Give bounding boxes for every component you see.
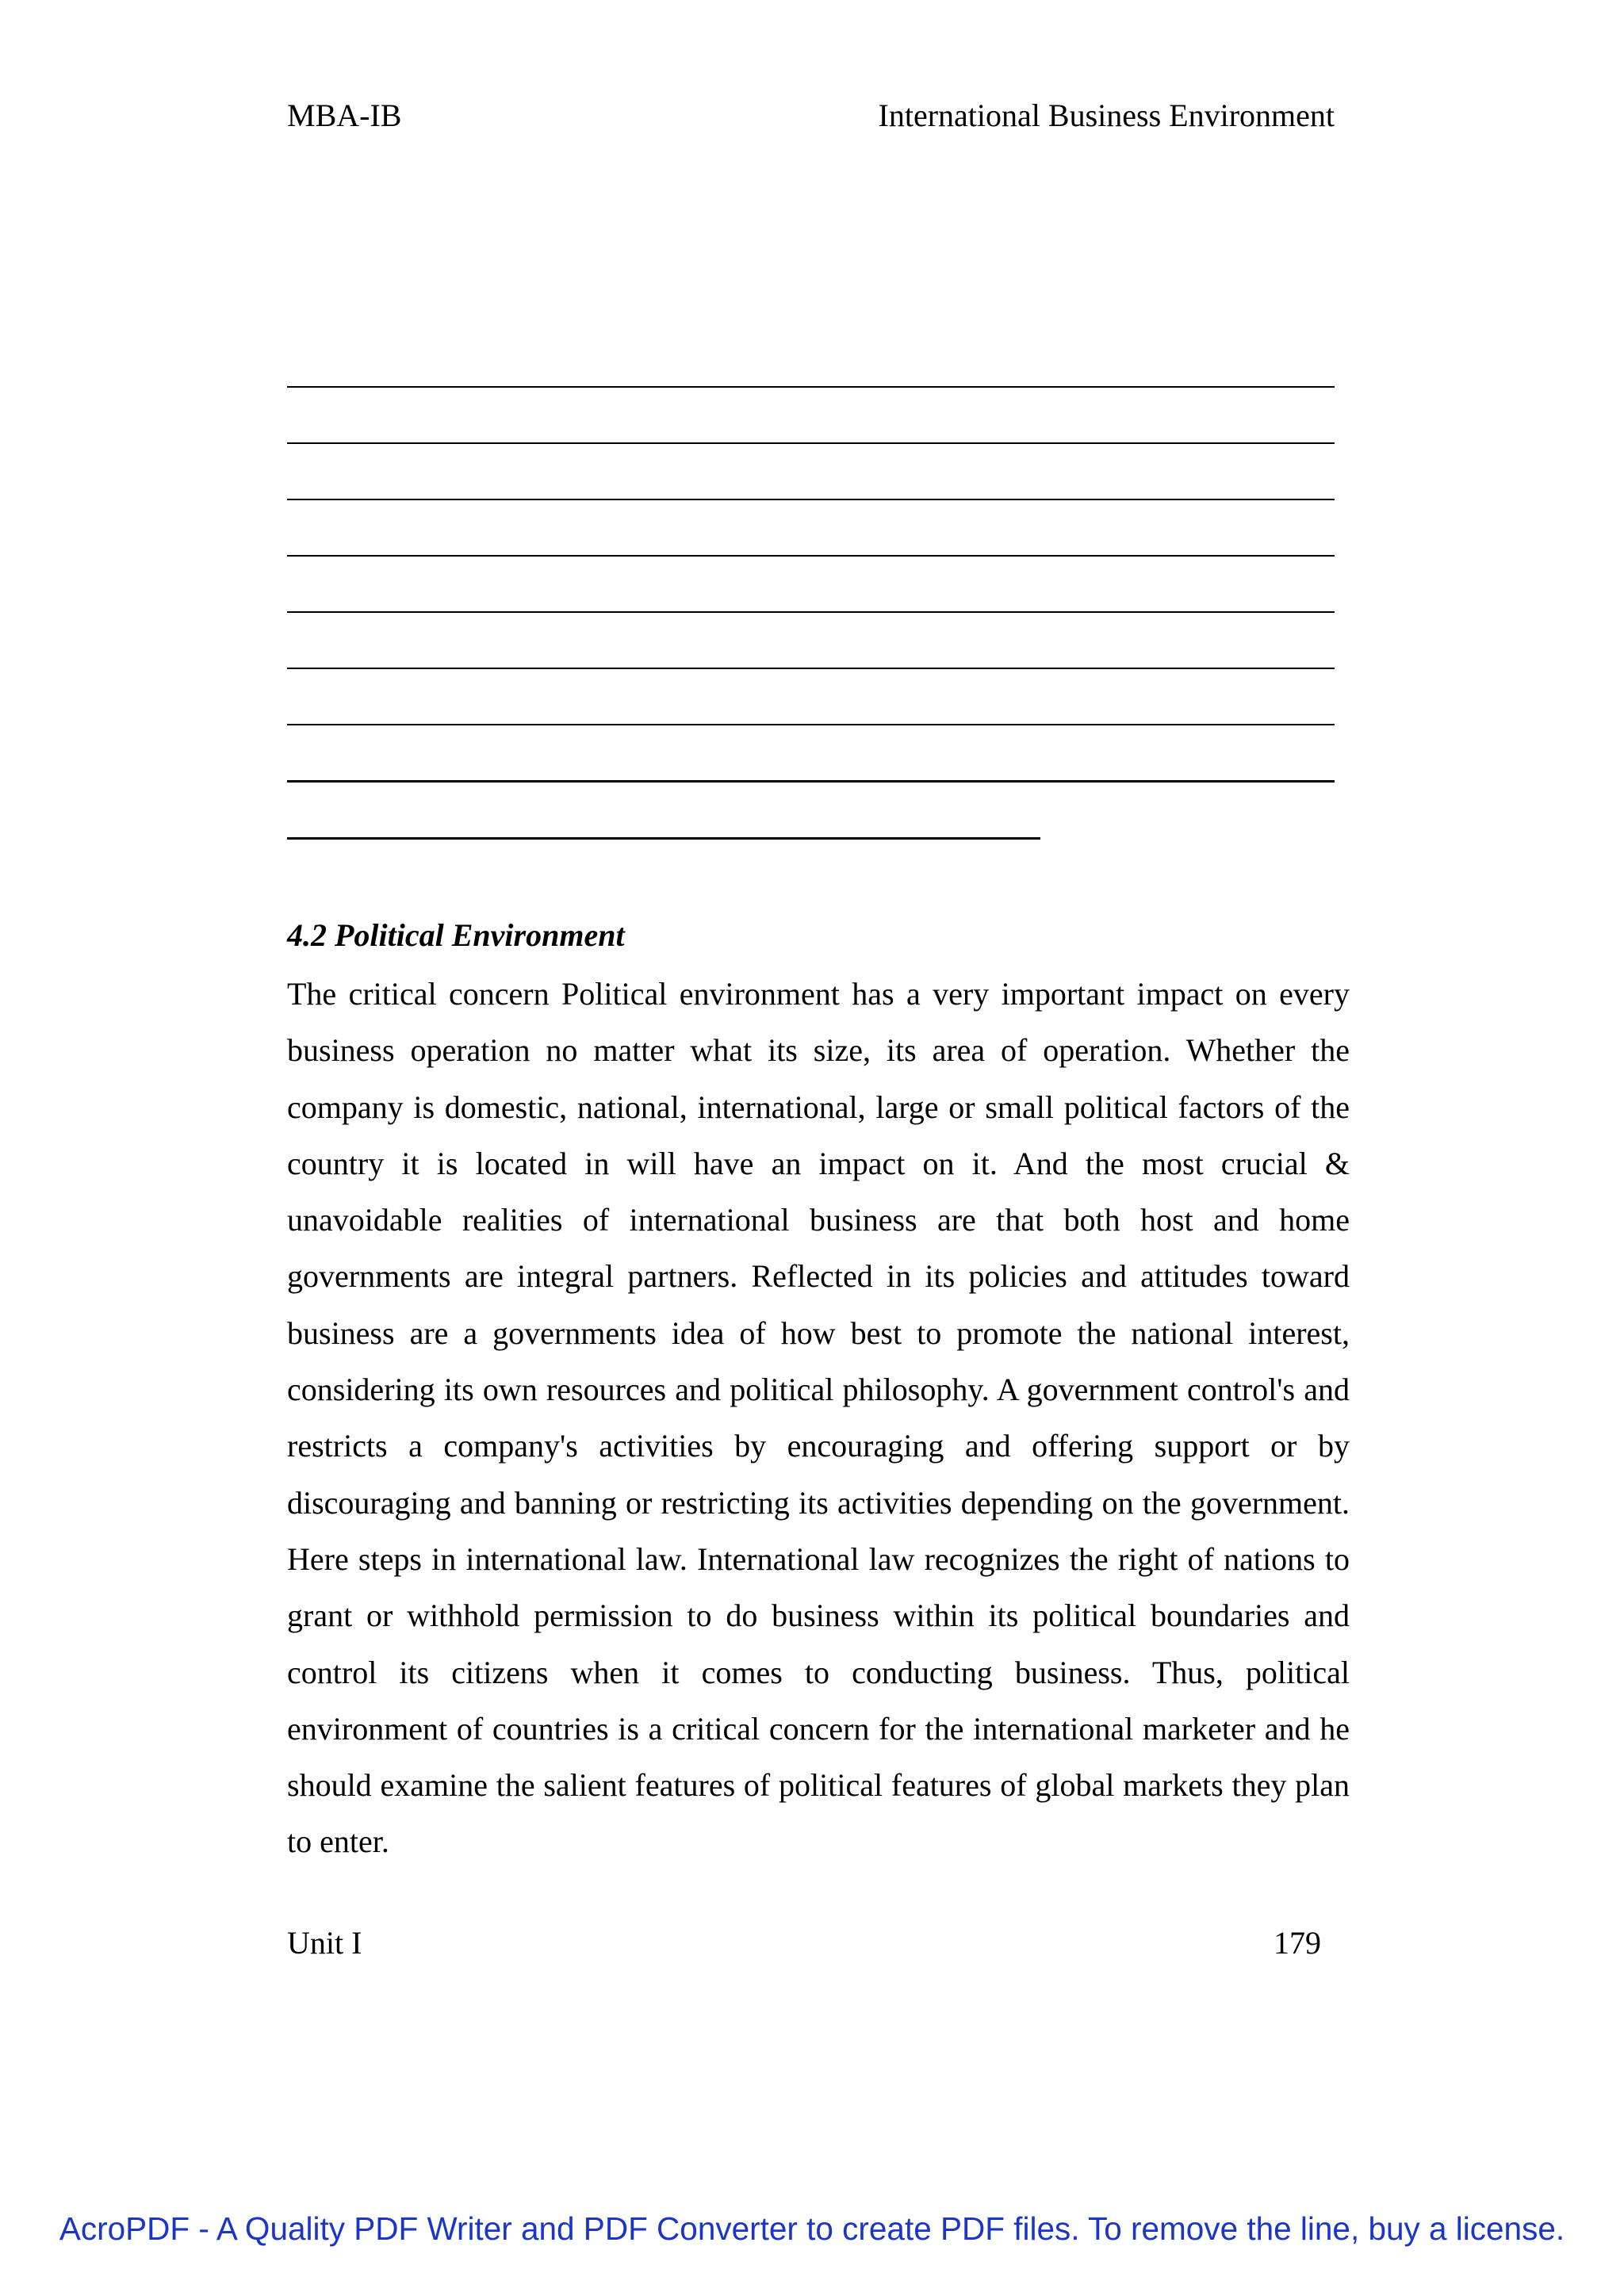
- writing-line: [287, 611, 1335, 613]
- running-header-course: MBA-IB: [287, 98, 402, 133]
- acropdf-watermark-banner: AcroPDF - A Quality PDF Writer and PDF Converter to create PDF files. To remove the line, buy a license.: [59, 2210, 1565, 2247]
- writing-line: [287, 442, 1335, 444]
- page-number: 179: [1274, 1925, 1321, 1961]
- section-heading: 4.2 Political Environment: [287, 917, 625, 953]
- running-header-title: International Business Environment: [878, 98, 1335, 133]
- footer-unit-label: Unit I: [287, 1925, 362, 1961]
- writing-line: [287, 555, 1335, 557]
- writing-line: [287, 386, 1335, 388]
- writing-line: [287, 780, 1335, 783]
- writing-line-short: [287, 837, 1040, 840]
- answer-writing-lines: [287, 386, 1335, 894]
- writing-line: [287, 668, 1335, 669]
- section-body-paragraph: The critical concern Political environment has a very important impact on every business operation no matter what its size, its area of operation. Whether the company is domestic, national, international, large or small political factors of the country it is located in will have an impact on it. And the most crucial & unavoidable realities of international business are that both host and home governments are integral partners. Reflected in its policies and attitudes toward business are a governments idea of how best to promote the national interest, considering its own resources and political philosophy. A government control's and restricts a company's activities by encouraging and offering support or by discouraging and banning or restricting its activities depending on the government. Here steps in international law. International law recognizes the right of nations to grant or withhold permission to do business within its political boundaries and control its citizens when it comes to conducting business. Thus, political environment of countries is a critical concern for the international marketer and he should examine the salient features of political features of global markets they plan to enter.: [287, 976, 1350, 1860]
- writing-line: [287, 499, 1335, 500]
- writing-line: [287, 724, 1335, 725]
